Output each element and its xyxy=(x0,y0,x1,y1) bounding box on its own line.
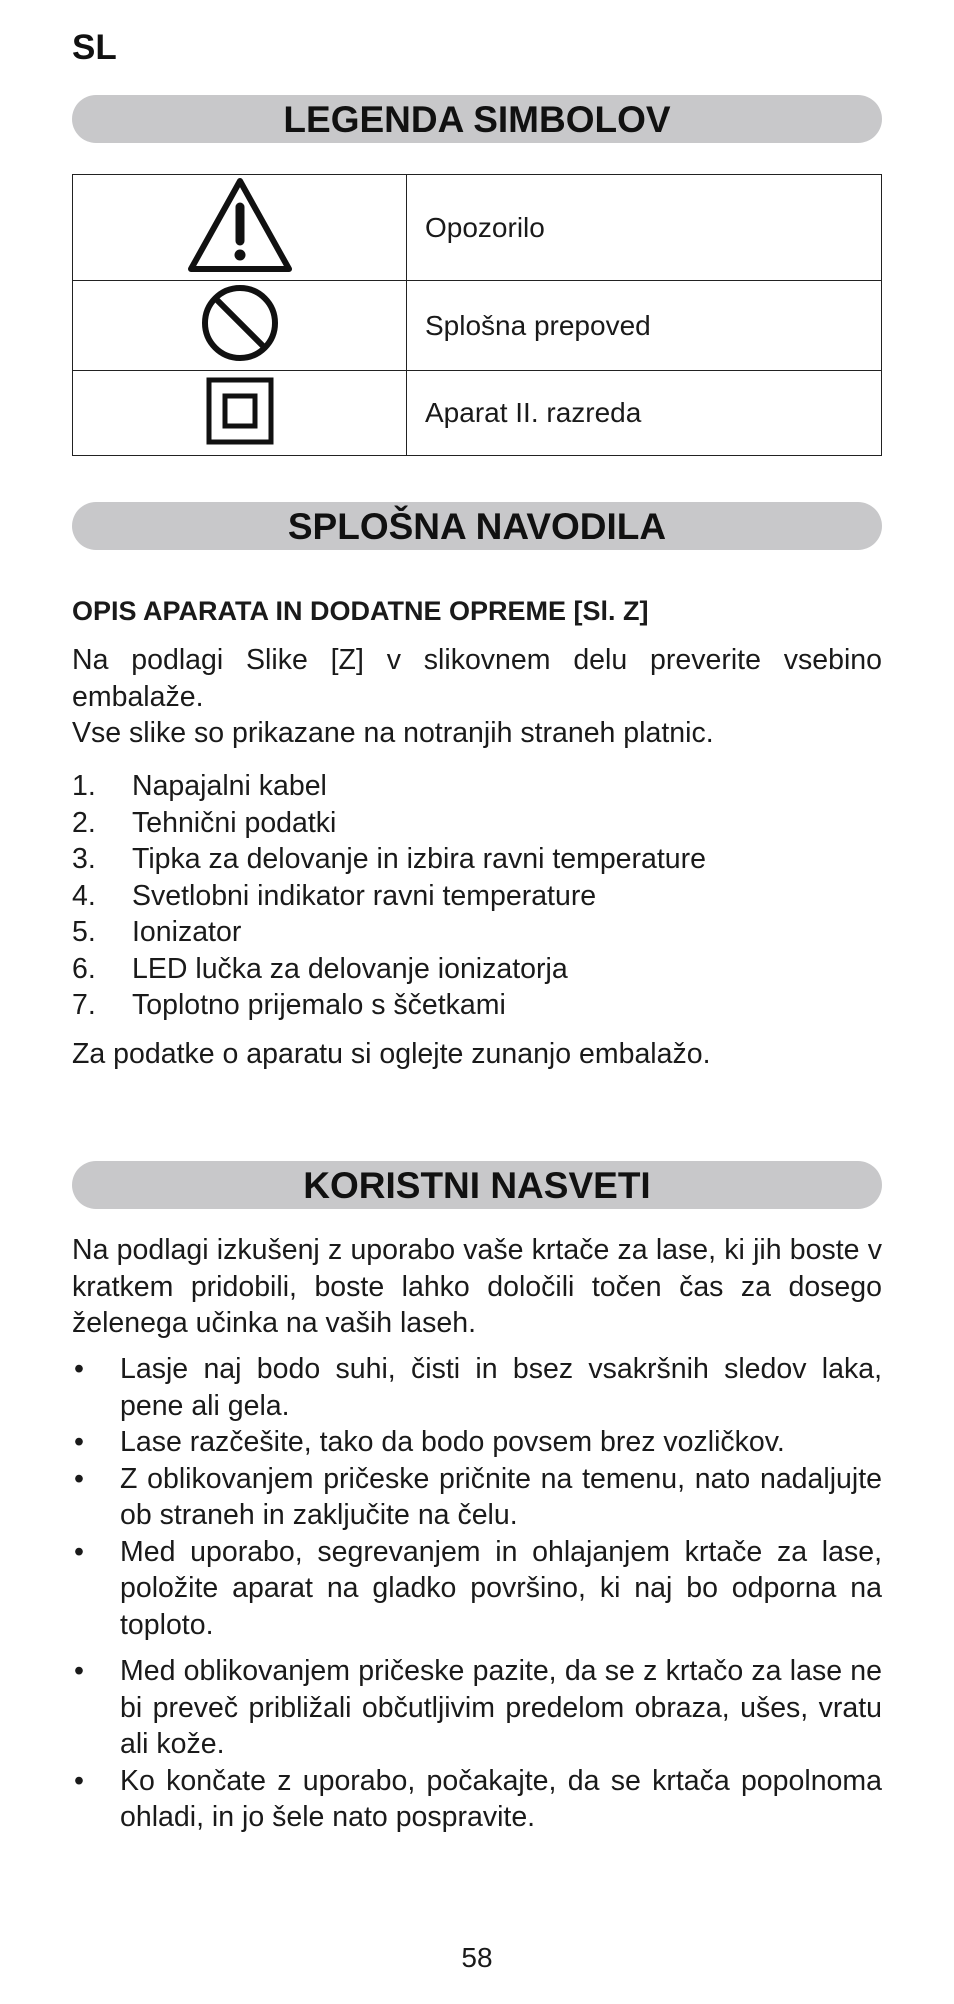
legend-row xyxy=(73,281,882,371)
useful-tips-heading: KORISTNI NASVETI xyxy=(72,1161,882,1209)
general-intro-1: Na podlagi Slike [Z] v slikovnem delu preverite vsebino embalaže. xyxy=(72,644,882,713)
bullet-icon: • xyxy=(74,1462,84,1495)
legend-text: Opozorilo xyxy=(407,175,882,281)
list-item: 7. Toplotno prijemalo s ščetkami xyxy=(72,989,506,1021)
list-item: • Lase razčešite, tako da bodo povsem brez vozličkov. xyxy=(72,1424,882,1461)
general-outro: Za podatke o aparatu si oglejte zunanjo embalažo. xyxy=(72,1038,711,1070)
legend-heading: LEGENDA SIMBOLOV xyxy=(72,95,882,143)
parts-list xyxy=(72,768,882,1024)
tips-intro: Na podlagi izkušenj z uporabo vaše krtače za lase, ki jih boste v kratkem pridobili, boste lahko določili točen čas za dosego želenega učinka na vaših laseh. xyxy=(72,1234,882,1339)
class-ii-double-square-icon xyxy=(73,371,407,456)
list-item: • Med oblikovanjem pričeske pazite, da se z krtačo za lase ne bi preveč približali občutljivim predelom obraza, ušes, vratu ali kože. xyxy=(74,1655,882,1760)
legend-text: Splošna prepoved xyxy=(407,281,882,371)
device-description-subtitle: OPIS APARATA IN DODATNE OPREME [Sl. Z] xyxy=(72,596,649,626)
bullet-icon: • xyxy=(74,1655,84,1687)
list-item: 5. Ionizator xyxy=(72,916,242,948)
list-item: 3. Tipka za delovanje in izbira ravni temperature xyxy=(72,843,706,875)
bullet-icon: • xyxy=(74,1535,84,1568)
list-item: • Med uporabo, segrevanjem in ohlajanjem krtače za lase, položite aparat na gladko površino, ki naj bo odporna na toploto. xyxy=(74,1535,882,1641)
bullet-icon: • xyxy=(74,1426,84,1458)
legend-row xyxy=(73,371,882,456)
symbol-legend-table xyxy=(72,174,882,456)
list-item: 4. Svetlobni indikator ravni temperature xyxy=(72,879,597,912)
bullet-icon: • xyxy=(74,1764,84,1797)
list-item: 6. LED lučka za delovanje ionizatorja xyxy=(72,952,568,985)
legend-text: Aparat II. razreda xyxy=(407,371,882,456)
list-item: 2. Tehnični podatki xyxy=(72,806,337,839)
general-intro-2: Vse slike so prikazane na notranjih straneh platnic. xyxy=(72,717,714,749)
list-item: • Lasje naj bodo suhi, čisti in bsez vsakršnih sledov laka, pene ali gela. xyxy=(74,1353,882,1422)
legend-row xyxy=(73,175,882,281)
page-number: 58 xyxy=(461,1942,493,1973)
warning-triangle-icon xyxy=(73,175,407,281)
list-item: • Ko končate z uporabo, počakajte, da se krtača popolnoma ohladi, in jo šele nato pospravite. xyxy=(74,1764,882,1833)
tips-list xyxy=(72,1351,882,1836)
prohibition-icon xyxy=(73,281,407,371)
bullet-icon: • xyxy=(74,1353,84,1385)
list-item: • Z oblikovanjem pričeske pričnite na temenu, nato nadaljujte ob straneh in zaključite na čelu. xyxy=(74,1462,882,1531)
list-item: 1. Napajalni kabel xyxy=(72,770,327,802)
language-code: SL xyxy=(72,28,117,67)
general-instructions-heading: SPLOŠNA NAVODILA xyxy=(72,502,882,550)
